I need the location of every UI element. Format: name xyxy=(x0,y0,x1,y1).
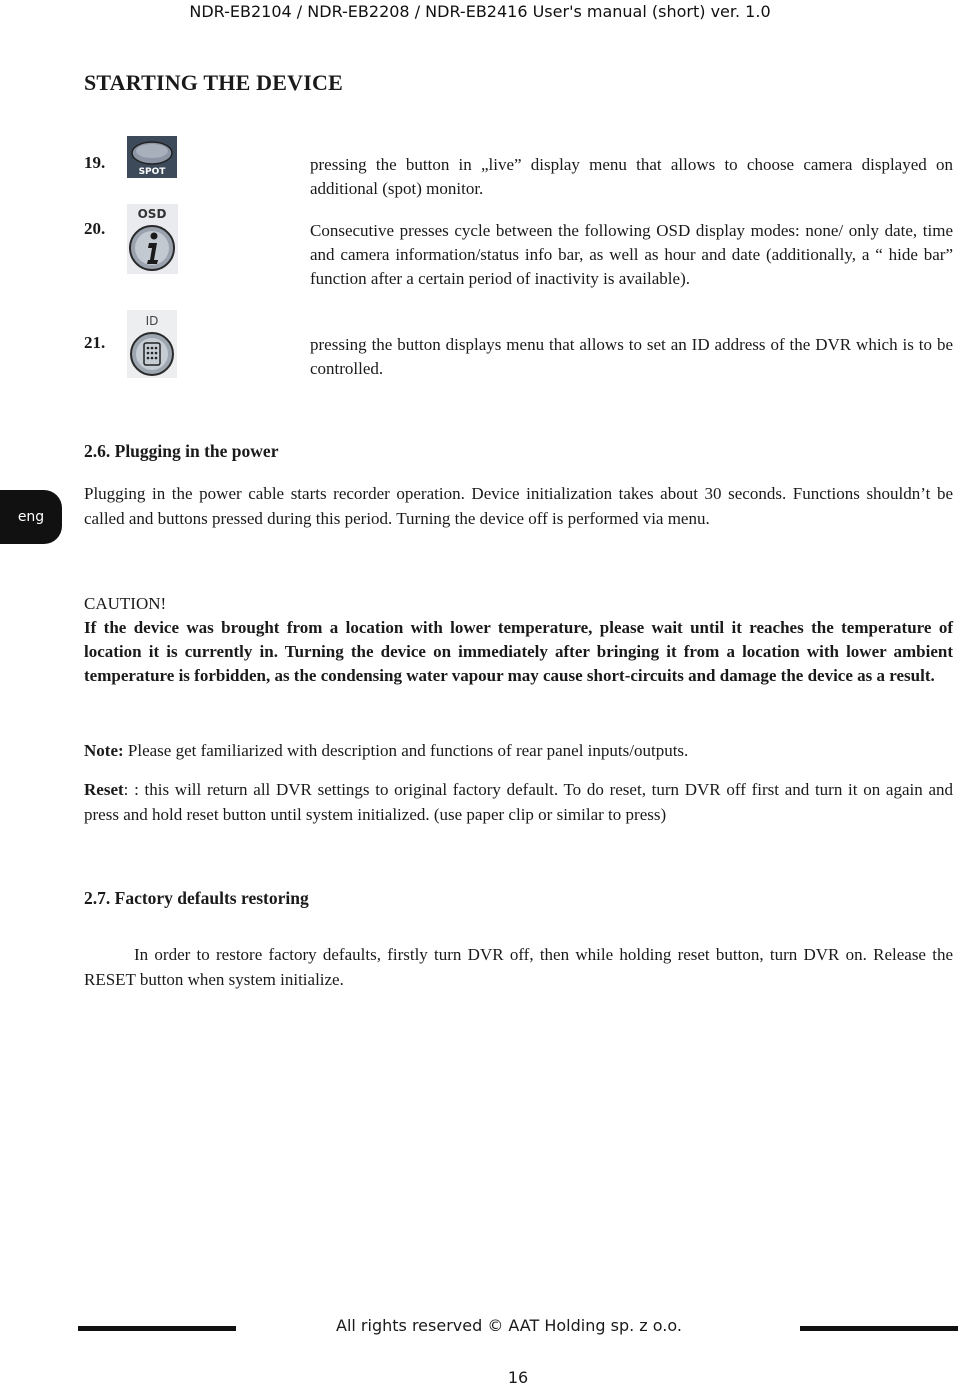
footer-copyright: All rights reserved © AAT Holding sp. z o.o. xyxy=(336,1316,682,1335)
caution-text: If the device was brought from a location with lower temperature, please wait until it reaches the temperature of location it is currently in. Turning the device on immediately after bringing it from a location with lower ambient temperature is forbidden, as the condensing water vapour may cause short-circuits and damage the device as a result. xyxy=(84,618,953,685)
item-description: pressing the button displays menu that allows to set an ID address of the DVR which is to be controlled. xyxy=(310,335,953,378)
header-title: NDR-EB2104 / NDR-EB2208 / NDR-EB2416 User's manual (short) ver. 1.0 xyxy=(189,2,771,21)
section-title: STARTING THE DEVICE xyxy=(84,70,343,95)
osd-button-icon xyxy=(127,204,178,274)
power-section-text: Plugging in the power cable starts recorder operation. Device initialization takes about 30 seconds. Functions shouldn’t be called and buttons pressed during this period. Turning the device off is performed via menu. xyxy=(84,484,953,528)
spot-button-icon xyxy=(127,136,177,178)
svg-text:SPOT: SPOT xyxy=(138,167,166,177)
item-description: pressing the button in „live” display menu that allows to choose camera displayed on additional (spot) monitor. xyxy=(310,155,953,198)
footer-rule-right xyxy=(800,1326,958,1331)
note-paragraph xyxy=(84,739,953,764)
item-description: Consecutive presses cycle between the following OSD display modes: none/ only date, time and camera information/status info bar, as well as hour and date (additionally, a “ hide bar” function after a certain period of inactivity is available). xyxy=(310,221,953,288)
note-text: Please get familiarized with description and functions of rear panel inputs/outputs. xyxy=(123,741,689,760)
item-number: 19. xyxy=(84,153,106,172)
reset-paragraph xyxy=(84,778,953,827)
note-label: Note: xyxy=(84,741,124,760)
reset-text: : : this will return all DVR settings to original factory default. To do reset, turn DVR off first and turn it on again and press and hold reset button until system initialized. (use paper clip or similar to press) xyxy=(84,780,953,824)
footer-rule-left xyxy=(78,1326,236,1331)
svg-text:ID: ID xyxy=(145,314,159,328)
item-number: 21. xyxy=(84,333,106,352)
svg-text:OSD: OSD xyxy=(137,207,167,221)
id-button-icon xyxy=(127,310,177,378)
page-number: 16 xyxy=(507,1368,529,1387)
language-tab: eng xyxy=(0,490,62,544)
item-number: 20. xyxy=(84,219,106,238)
factory-section-text: In order to restore factory defaults, firstly turn DVR off, then while holding reset button, turn DVR on. Release the RESET button when system initialize. xyxy=(84,945,953,989)
factory-section-heading: 2.7. Factory defaults restoring xyxy=(84,888,309,908)
power-section-heading: 2.6. Plugging in the power xyxy=(84,441,279,461)
caution-title: CAUTION! xyxy=(84,594,167,613)
reset-label: Reset xyxy=(84,780,124,799)
